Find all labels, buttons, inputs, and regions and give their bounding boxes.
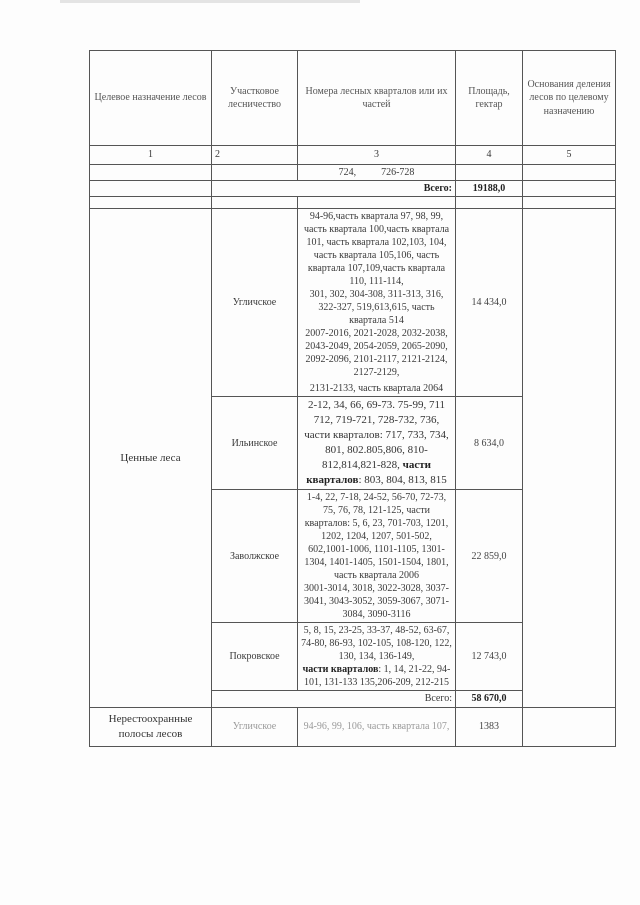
quarters-ilyinsk-part-a: 2-12, 34, 66, 69-73. 75-99, 711 712, 719-721, 728-732, 736, части кварталов: 717, 733, 734, 801, 802.805,806, 810-812,814,821-828, (304, 399, 449, 472)
total1-purpose-cell (90, 181, 212, 197)
quarters-zavolzhsk-part-a: 1-4, 22, 7-18, 24-52, 56-70, 72-73, 75, 76, 78, 121-125, части (306, 492, 447, 517)
area-ilyinsk: 8 634,0 (456, 397, 523, 490)
spawning-area: 1383 (456, 707, 523, 746)
area-pokrovsk: 12 743,0 (456, 623, 523, 691)
quarters-pokrovsk-bold-label: части кварталов (302, 664, 379, 676)
valuable-basis-cell (523, 209, 616, 707)
valuable-purpose: Ценные леса (90, 209, 212, 707)
cont-district-cell (212, 165, 298, 181)
forest-purpose-table (89, 50, 616, 747)
spawning-row (90, 707, 616, 746)
valuable-total-label: Всего: (212, 691, 456, 707)
column-number-row (90, 146, 616, 165)
quarters-uglich-part-d: 2131-2133, часть квартала 2064 (309, 383, 444, 395)
spawning-purpose: Нерестоохранные полосы лесов (90, 707, 212, 746)
header-area: Площадь, гектар (456, 51, 523, 146)
quarters-uglich-part-c: 2007-2016, 2021-2028, 2032-2038, 2043-2049, 2054-2059, 2065-2090, 2092-2096, 2101-2117, 2121-2124, 2127-2129, (305, 328, 448, 379)
quarters-uglich-part-a: 94-96,часть квартала 97, 98, 99, часть квартала 100,часть квартала 101, часть квартала 102,103, 104, часть квартала 105,106, часть квартала 107,109,часть квартала 110, 111-114, (303, 211, 450, 288)
column-number-1: 1 (90, 146, 212, 165)
district-uglich: Угличское (212, 209, 298, 397)
quarters-zavolzhsk-part-c: 3001-3014, 3018, 3022-3028, 3037-3041, 3043-3052, 3059-3067, 3071-3084, 3090-3116 (304, 583, 449, 621)
total1-value: 19188,0 (456, 181, 523, 197)
quarters-zavolzhsk (298, 490, 456, 623)
cont-quarters-cell: 724, 726-728 (298, 165, 456, 181)
area-uglich: 14 434,0 (456, 209, 523, 397)
column-number-5: 5 (523, 146, 616, 165)
district-ilyinsk: Ильинское (212, 397, 298, 490)
quarters-pokrovsk (298, 623, 456, 691)
quarters-uglich (298, 209, 456, 397)
column-number-4: 4 (456, 146, 523, 165)
quarters-ilyinsk (298, 397, 456, 490)
cont-basis-cell (523, 165, 616, 181)
district-zavolzhsk: Заволжское (212, 490, 298, 623)
cont-area-cell (456, 165, 523, 181)
header-row (90, 51, 616, 146)
quarters-ilyinsk-part-b: : 803, 804, 813, 815 (358, 474, 447, 487)
valuable-row-uglich (90, 209, 616, 397)
header-quarters: Номера лесных кварталов или их частей (298, 51, 456, 146)
header-district: Участковое лесничество (212, 51, 298, 146)
valuable-total-value: 58 670,0 (456, 691, 523, 707)
continuation-row (90, 165, 616, 181)
total1-basis-cell (523, 181, 616, 197)
total-row-1 (90, 181, 616, 197)
quarters-pokrovsk-part-b: : 1, 14, 21-22, 94-101, 131-133 135,206-209, 212-215 (304, 664, 451, 689)
header-basis: Основания деления лесов по целевому назначению (523, 51, 616, 146)
cont-purpose-cell (90, 165, 212, 181)
quarters-uglich-part-b: 301, 302, 304-308, 311-313, 316, 322-327, 519,613,615, часть квартала 514 (309, 289, 444, 327)
spawning-basis-cell (523, 707, 616, 746)
quarters-ilyinsk-bold-label: части кварталов (306, 459, 431, 487)
quarters-pokrovsk-part-a: 5, 8, 15, 23-25, 33-37, 48-52, 63-67, 74-80, 86-93, 102-105, 108-120, 122, 130, 134, 136-149, (301, 625, 452, 663)
column-number-3: 3 (298, 146, 456, 165)
column-number-2: 2 (212, 146, 298, 165)
area-zavolzhsk: 22 859,0 (456, 490, 523, 623)
district-pokrovsk: Покровское (212, 623, 298, 691)
quarters-zavolzhsk-part-b: кварталов: 5, 6, 23, 701-703, 1201, 1202, 1204, 1207, 501-502, 602,1001-1006, 1101-1105, 1301-1304, 1401-1405, 1501-1504, 1801, часть квартала 2006 (304, 518, 449, 582)
header-purpose: Целевое назначение лесов (90, 51, 212, 146)
spawning-quarters: 94-96, 99, 106, часть квартала 107, (298, 707, 456, 746)
total1-label: Всего: (212, 181, 456, 197)
scan-edge-mark (60, 0, 360, 3)
spawning-district: Угличское (212, 707, 298, 746)
spacer-row (90, 197, 616, 209)
